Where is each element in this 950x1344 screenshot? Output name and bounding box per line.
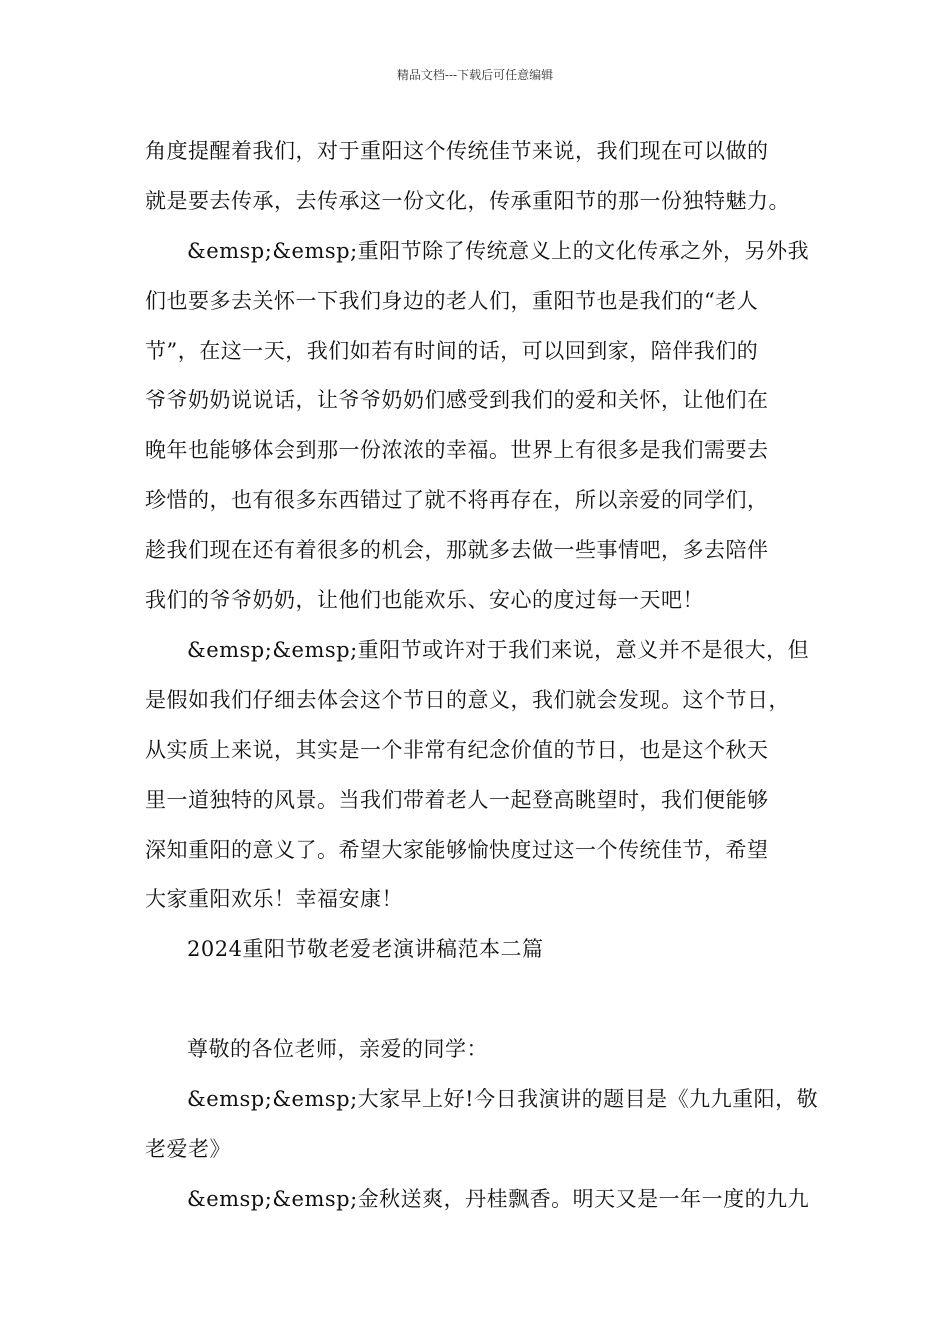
text-line: 从实质上来说，其实是一个非常有纪念价值的节日，也是这个秋天 <box>145 738 769 762</box>
text-line: 是假如我们仔细去体会这个节日的意义，我们就会发现。这个节日， <box>145 688 790 712</box>
text-line: 老爱老》 <box>145 1137 231 1161</box>
text-line: 爷爷奶奶说说话，让爷爷奶奶们感受到我们的爱和关怀，让他们在 <box>145 388 769 412</box>
text-line: 我们的爷爷奶奶，让他们也能欢乐、安心的度过每一天吧！ <box>145 588 704 612</box>
text-line: 尊敬的各位老师，亲爱的同学： <box>187 1037 488 1061</box>
text-line: 大家重阳欢乐！幸福安康！ <box>145 887 403 911</box>
text-line: 深知重阳的意义了。希望大家能够愉快度过这一个传统佳节，希望 <box>145 838 769 862</box>
text-line: &emsp;&emsp;重阳节或许对于我们来说，意义并不是很大，但 <box>187 638 810 662</box>
section-heading: 2024重阳节敬老爱老演讲稿范本二篇 <box>187 937 544 961</box>
text-line: 们也要多去关怀一下我们身边的老人们，重阳节也是我们的“老人 <box>145 289 759 313</box>
text-line: 珍惜的，也有很多东西错过了就不将再存在，所以亲爱的同学们， <box>145 488 769 512</box>
page-header: 精品文档---下载后可任意编辑 <box>396 68 554 82</box>
text-line: &emsp;&emsp;大家早上好!今日我演讲的题目是《九九重阳，敬 <box>187 1087 819 1111</box>
text-line: &emsp;&emsp;金秋送爽，丹桂飘香。明天又是一年一度的九九 <box>187 1187 810 1211</box>
text-line: 里一道独特的风景。当我们带着老人一起登高眺望时，我们便能够 <box>145 788 769 812</box>
text-line: 角度提醒着我们，对于重阳这个传统佳节来说，我们现在可以做的 <box>145 139 769 163</box>
text-line: 趁我们现在还有着很多的机会，那就多去做一些事情吧，多去陪伴 <box>145 538 769 562</box>
text-line: 晚年也能够体会到那一份浓浓的幸福。世界上有很多是我们需要去 <box>145 438 769 462</box>
text-line: 就是要去传承，去传承这一份文化，传承重阳节的那一份独特魅力。 <box>145 189 790 213</box>
text-line: 节”，在这一天，我们如若有时间的话，可以回到家，陪伴我们的 <box>145 339 759 363</box>
text-line: &emsp;&emsp;重阳节除了传统意义上的文化传承之外，另外我 <box>187 239 810 263</box>
